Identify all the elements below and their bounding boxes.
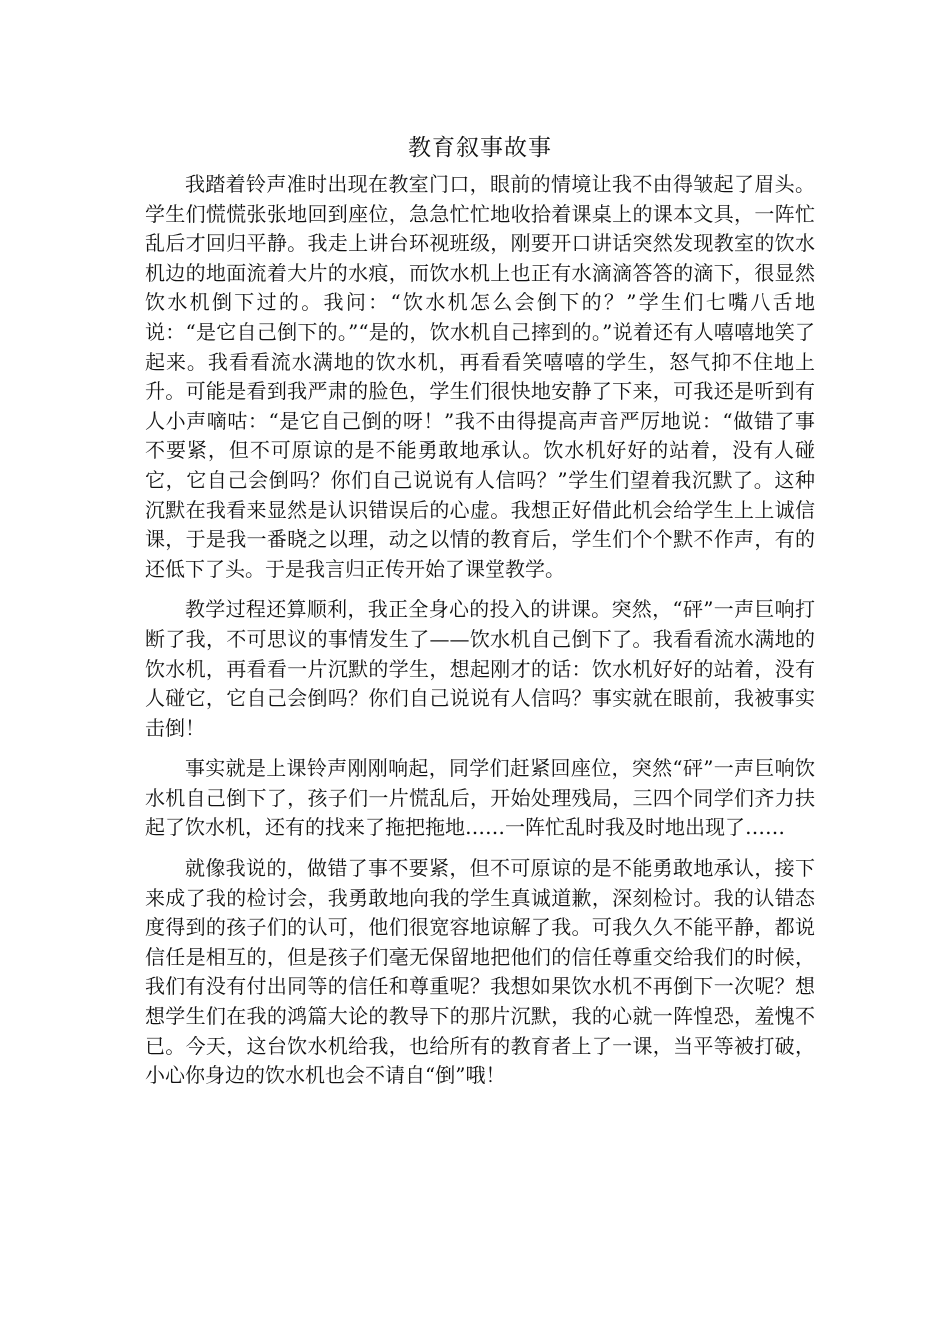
paragraph-3: 事实就是上课铃声刚刚响起，同学们赶紧回座位，突然“砰”一声巨响饮水机自己倒下了，孩子们一片慌乱后，开始处理残局，三四个同学们齐力扶起了饮水机，还有的找来了拖把拖地……一阵忙乱时我及时地出现了…… xyxy=(145,756,815,840)
document-body xyxy=(145,130,815,1102)
document-title: 教育叙事故事 xyxy=(408,135,552,161)
paragraph-2: 教学过程还算顺利，我正全身心的投入的讲课。突然，“砰”一声巨响打断了我，不可思议的事情发生了——饮水机自己倒下了。我看看流水满地的饮水机，再看看一片沉默的学生，想起刚才的话：饮水机好好的站着，没有人碰它，它自己会倒吗？你们自己说说有人信吗？事实就在眼前，我被事实击倒！ xyxy=(145,597,815,740)
paragraph-1: 我踏着铃声准时出现在教室门口，眼前的情境让我不由得皱起了眉头。学生们慌慌张张地回到座位，急急忙忙地收拾着课桌上的课本文具，一阵忙乱后才回归平静。我走上讲台环视班级，刚要开口讲话突然发现教室的饮水机边的地面流着大片的水痕，而饮水机上也正有水滴滴答答的滴下，很显然饮水机倒下过的。我问：“饮水机怎么会倒下的？”学生们七嘴八舌地说：“是它自己倒下的。”“是的，饮水机自己摔到的。”说着还有人嘻嘻地笑了起来。我看看流水满地的饮水机，再看看笑嘻嘻的学生，怒气抑不住地上升。可能是看到我严肃的脸色，学生们很快地安静了下来，可我还是听到有人小声嘀咕：“是它自己倒的呀！”我不由得提高声音严厉地说：“做错了事不要紧，但不可原谅的是不能勇敢地承认。饮水机好好的站着，没有人碰它，它自己会倒吗？你们自己说说有人信吗？”学生们望着我沉默了。这种沉默在我看来显然是认识错误后的心虚。我想正好借此机会给学生上上诚信课，于是我一番晓之以理，动之以情的教育后，学生们个个默不作声，有的还低下了头。于是我言归正传开始了课堂教学。 xyxy=(145,172,815,581)
paragraph-4: 就像我说的，做错了事不要紧，但不可原谅的是不能勇敢地承认，接下来成了我的检讨会，我勇敢地向我的学生真诚道歉，深刻检讨。我的认错态度得到的孩子们的认可，他们很宽容地谅解了我。可我久久不能平静，都说信任是相互的，但是孩子们毫无保留地把他们的信任尊重交给我们的时候，我们有没有付出同等的信任和尊重呢？我想如果饮水机不再倒下一次呢？想想学生们在我的鸿篇大论的教导下的那片沉默，我的心就一阵惶恐，羞愧不已。今天，这台饮水机给我，也给所有的教育者上了一课，当平等被打破，小心你身边的饮水机也会不请自“倒”哦！ xyxy=(145,856,815,1088)
